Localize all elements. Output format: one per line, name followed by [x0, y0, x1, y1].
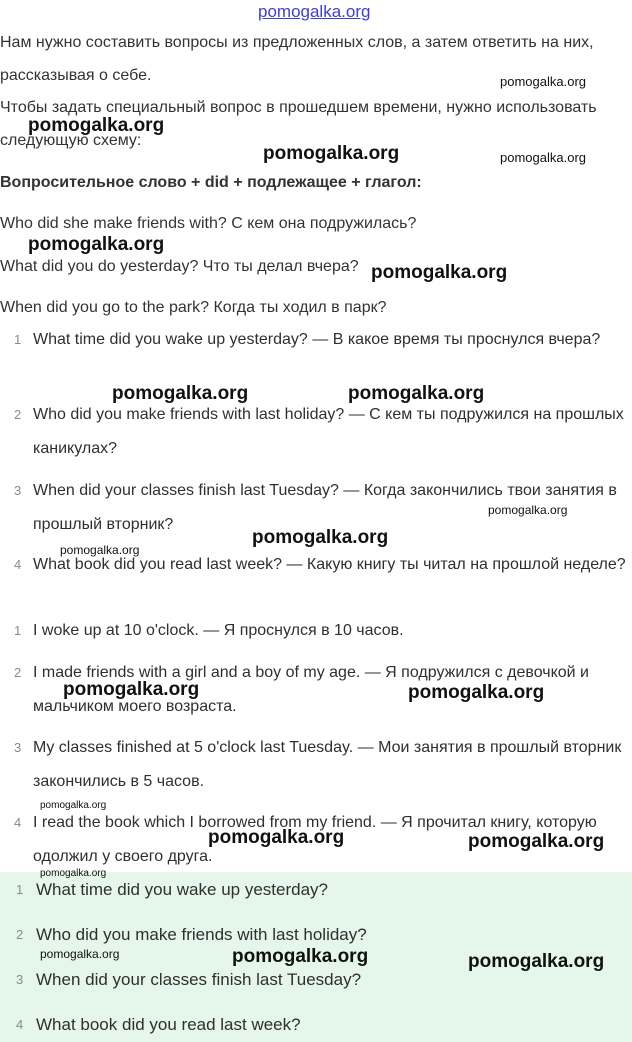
watermark: pomogalka.org: [208, 827, 345, 848]
watermark: pomogalka.org: [112, 383, 249, 404]
scheme-formula: Вопросительное слово + did + подлежащее + глагол:: [0, 174, 422, 191]
watermark: pomogalka.org: [63, 679, 200, 700]
intro-paragraph: Нам нужно составить вопросы из предложенных слов, а затем ответить на них, рассказывая о себе.: [0, 34, 594, 84]
answer-text: I made friends with a girl and a boy of my age. — Я подружился с девочкой и мальчиком моего возраста.: [33, 664, 589, 715]
final-question-text: What book did you read last week?: [36, 1015, 301, 1034]
item-number: 1: [14, 623, 22, 638]
answer-text: My classes finished at 5 o'clock last Tuesday. — Мои занятия в прошлый вторник закончились в 5 часов.: [33, 739, 622, 790]
watermark: pomogalka.org: [371, 262, 508, 283]
example-sentence: When did you go to the park? Когда ты ходил в парк?: [0, 299, 387, 316]
watermark: pomogalka.org: [40, 947, 120, 961]
item-number: 2: [14, 407, 22, 422]
final-question-text: When did your classes finish last Tuesday?: [36, 970, 362, 989]
watermark: pomogalka.org: [252, 527, 389, 548]
question-text: What book did you read last week? — Какую книгу ты читал на прошлой неделе?: [33, 556, 626, 573]
item-number: 2: [16, 927, 24, 942]
watermark: pomogalka.org: [28, 234, 165, 255]
scheme-explanation: Чтобы задать специальный вопрос в прошедшем времени, нужно использовать следующую схему:: [0, 99, 597, 149]
question-text: When did your classes finish last Tuesday? — Когда закончились твои занятия в прошлый вторник?: [33, 482, 617, 533]
watermark: pomogalka.org: [40, 800, 107, 811]
item-number: 3: [14, 740, 22, 755]
answer-text: I woke up at 10 o'clock. — Я проснулся в 10 часов.: [33, 622, 404, 639]
item-number: 4: [14, 815, 22, 830]
question-text: What time did you wake up yesterday? — В какое время ты проснулся вчера?: [33, 331, 601, 348]
watermark: pomogalka.org: [60, 543, 140, 557]
watermark: pomogalka.org: [40, 868, 107, 879]
final-question-text: What time did you wake up yesterday?: [36, 880, 328, 899]
final-question-text: Who did you make friends with last holiday?: [36, 925, 367, 944]
item-number: 4: [16, 1017, 24, 1032]
watermark: pomogalka.org: [488, 503, 568, 517]
item-number: 2: [14, 665, 22, 680]
watermark: pomogalka.org: [468, 831, 605, 852]
watermark: pomogalka.org: [468, 951, 605, 972]
watermark: pomogalka.org: [408, 682, 545, 703]
question-text: Who did you make friends with last holiday? — С кем ты подружился на прошлых каникулах?: [33, 406, 624, 457]
watermark: pomogalka.org: [263, 143, 400, 164]
item-number: 4: [14, 557, 22, 572]
item-number: 1: [16, 882, 24, 897]
site-link[interactable]: pomogalka.org: [258, 2, 371, 21]
watermark: pomogalka.org: [348, 383, 485, 404]
answer-text: I read the book which I borrowed from my friend. — Я прочитал книгу, которую одолжил у своего друга.: [33, 814, 597, 865]
item-number: 3: [16, 972, 24, 987]
watermark: pomogalka.org: [232, 946, 369, 967]
item-number: 1: [14, 332, 22, 347]
watermark: pomogalka.org: [500, 150, 586, 165]
watermark: pomogalka.org: [500, 74, 586, 89]
item-number: 3: [14, 483, 22, 498]
example-sentence: Who did she make friends with? С кем она подружилась?: [0, 215, 417, 232]
example-sentence: What did you do yesterday? Что ты делал вчера?: [0, 258, 359, 275]
watermark: pomogalka.org: [28, 115, 165, 136]
